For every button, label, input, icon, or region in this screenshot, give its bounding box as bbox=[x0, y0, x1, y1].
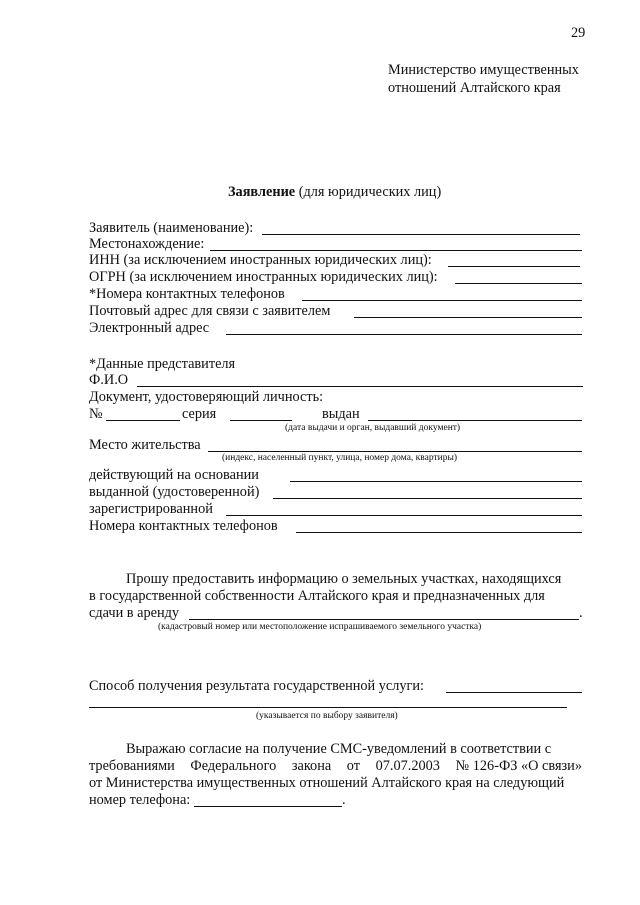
ogrn-field[interactable] bbox=[455, 283, 582, 284]
doc-issued-label: выдан bbox=[322, 406, 360, 422]
issued-by-label: выданной (удостоверенной) bbox=[89, 484, 260, 500]
doc-issued-field[interactable] bbox=[368, 420, 582, 421]
residence-label: Место жительства bbox=[89, 437, 201, 453]
request-line-1: Прошу предоставить информацию о земельных участках, находящихся bbox=[126, 571, 562, 587]
request-line-2: в государственной собственности Алтайского края и предназначенных для bbox=[89, 588, 545, 604]
delivery-method-field-2[interactable] bbox=[89, 707, 567, 708]
registered-field[interactable] bbox=[226, 515, 582, 516]
sms-line-2-part-4: от bbox=[346, 758, 360, 774]
sms-line-2 bbox=[89, 758, 582, 774]
request-line-3: сдачи в аренду bbox=[89, 605, 180, 621]
email-field[interactable] bbox=[226, 334, 582, 335]
representative-phones-field[interactable] bbox=[296, 532, 582, 533]
email-label: Электронный адрес bbox=[89, 320, 210, 336]
applicant-phones-field[interactable] bbox=[302, 300, 582, 301]
sms-line-4: номер телефона: bbox=[89, 792, 191, 808]
sms-line-3: от Министерства имущественных отношений Алтайского края на следующий bbox=[89, 775, 565, 791]
delivery-method-field[interactable] bbox=[446, 692, 582, 693]
postal-address-field[interactable] bbox=[354, 317, 582, 318]
doc-issued-hint: (дата выдачи и орган, выдавший документ) bbox=[285, 423, 461, 433]
page-number: 29 bbox=[571, 25, 586, 41]
fio-label: Ф.И.О bbox=[89, 372, 129, 388]
sms-line-2-part-1: требованиями bbox=[89, 758, 175, 774]
applicant-name-label: Заявитель (наименование): bbox=[89, 220, 254, 236]
id-document-label: Документ, удостоверяющий личность: bbox=[89, 389, 324, 405]
representative-phones-label: Номера контактных телефонов bbox=[89, 518, 278, 534]
land-plot-hint: (кадастровый номер или местоположение испрашиваемого земельного участка) bbox=[158, 622, 482, 632]
sms-line-4-period: . bbox=[342, 792, 346, 808]
recipient-line-1: Министерство имущественных bbox=[388, 62, 579, 78]
sms-line-2-part-3: закона bbox=[291, 758, 332, 774]
fio-field[interactable] bbox=[137, 386, 583, 387]
doc-number-label: № bbox=[89, 406, 103, 422]
residence-field[interactable] bbox=[208, 451, 582, 452]
basis-label: действующий на основании bbox=[89, 467, 259, 483]
issued-by-field[interactable] bbox=[273, 498, 582, 499]
sms-line-2-part-2: Федерального bbox=[190, 758, 277, 774]
ogrn-label: ОГРН (за исключением иностранных юридических лиц): bbox=[89, 269, 438, 285]
location-field[interactable] bbox=[210, 250, 582, 251]
land-plot-field[interactable] bbox=[189, 619, 579, 620]
registered-label: зарегистрированной bbox=[89, 501, 213, 517]
sms-line-2-part-5: 07.07.2003 bbox=[375, 758, 440, 774]
sms-line-1: Выражаю согласие на получение СМС-уведомлений в соответствии с bbox=[126, 741, 552, 757]
sms-line-2-part-6: № 126-ФЗ «О связи» bbox=[455, 758, 582, 774]
postal-address-label: Почтовый адрес для связи с заявителем bbox=[89, 303, 331, 319]
request-line-3-period: . bbox=[579, 605, 583, 621]
doc-series-label: серия bbox=[182, 406, 217, 422]
doc-number-field[interactable] bbox=[106, 420, 180, 421]
inn-field[interactable] bbox=[448, 266, 580, 267]
inn-label: ИНН (за исключением иностранных юридических лиц): bbox=[89, 252, 432, 268]
document-title-rest: (для юридических лиц) bbox=[298, 184, 442, 200]
residence-hint: (индекс, населенный пункт, улица, номер дома, квартиры) bbox=[222, 453, 458, 463]
sms-phone-field[interactable] bbox=[194, 806, 342, 807]
delivery-method-hint: (указывается по выбору заявителя) bbox=[256, 711, 398, 721]
location-label: Местонахождение: bbox=[89, 236, 205, 252]
applicant-name-field[interactable] bbox=[262, 234, 580, 235]
doc-series-field[interactable] bbox=[230, 420, 292, 421]
basis-field[interactable] bbox=[290, 481, 582, 482]
recipient-line-2: отношений Алтайского края bbox=[388, 80, 561, 96]
applicant-phones-label: *Номера контактных телефонов bbox=[89, 286, 285, 302]
representative-heading: *Данные представителя bbox=[89, 356, 236, 372]
document-title bbox=[228, 184, 441, 200]
document-title-bold: Заявление bbox=[228, 184, 296, 200]
delivery-method-label: Способ получения результата государственной услуги: bbox=[89, 678, 425, 694]
